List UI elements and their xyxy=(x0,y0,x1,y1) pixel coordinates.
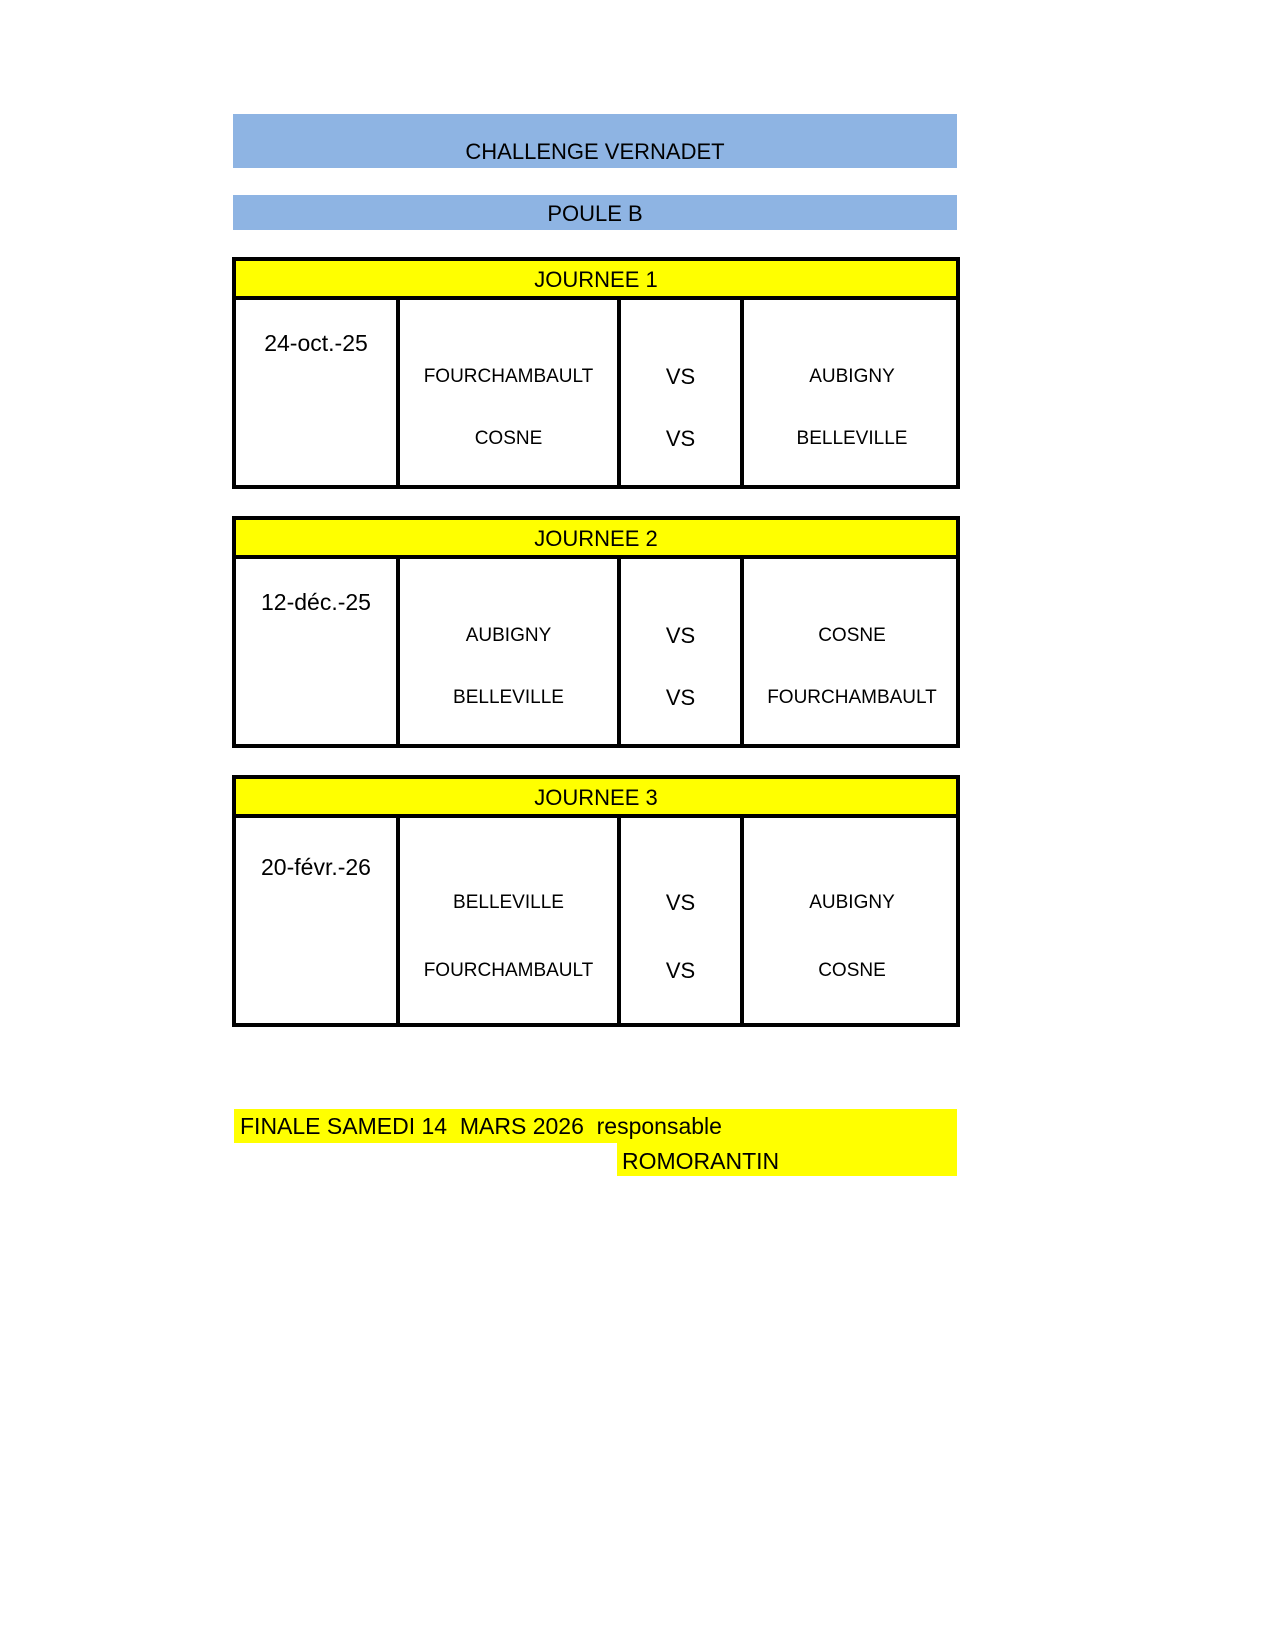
away-team-column xyxy=(740,300,960,489)
vs-column xyxy=(617,559,740,748)
journee-1-table xyxy=(232,257,960,489)
date-column xyxy=(236,818,396,1027)
match-2-home-team: FOURCHAMBAULT xyxy=(423,960,594,981)
vs-column xyxy=(617,300,740,489)
home-team-column xyxy=(396,559,617,748)
match-1-vs: VS xyxy=(665,890,696,915)
match-2-away-team: BELLEVILLE xyxy=(796,428,908,449)
date-column xyxy=(236,300,396,489)
journee-2-date: 12-déc.-25 xyxy=(261,589,371,615)
match-1-home-team: AUBIGNY xyxy=(465,625,552,646)
match-1-away-team: COSNE xyxy=(818,625,886,646)
date-column xyxy=(236,559,396,748)
match-1-vs: VS xyxy=(665,364,696,389)
finale-announcement: FINALE SAMEDI 14 MARS 2026 responsable xyxy=(234,1109,957,1143)
poule-title: POULE B xyxy=(233,195,957,230)
challenge-title: CHALLENGE VERNADET xyxy=(233,114,957,168)
away-team-column xyxy=(740,818,960,1027)
journee-3-table xyxy=(232,775,960,1027)
match-2-away-team: COSNE xyxy=(818,960,886,981)
match-1-vs: VS xyxy=(665,623,696,648)
match-1-away-team: AUBIGNY xyxy=(809,892,895,913)
match-1-home-team: BELLEVILLE xyxy=(453,892,564,913)
finale-organizer: ROMORANTIN xyxy=(617,1143,957,1176)
match-2-away-team: FOURCHAMBAULT xyxy=(767,687,937,708)
journee-2-table xyxy=(232,516,960,748)
match-2-home-team: COSNE xyxy=(474,428,543,449)
match-2-home-team: BELLEVILLE xyxy=(453,687,564,708)
home-team-column xyxy=(396,818,617,1027)
vs-column xyxy=(617,818,740,1027)
match-1-away-team: AUBIGNY xyxy=(809,366,895,387)
match-2-vs: VS xyxy=(665,685,696,710)
match-2-vs: VS xyxy=(665,958,696,983)
journee-2-header: JOURNEE 2 xyxy=(236,520,956,559)
match-2-vs: VS xyxy=(665,426,696,451)
journee-3-date: 20-févr.-26 xyxy=(261,854,371,880)
home-team-column xyxy=(396,300,617,489)
journee-1-date: 24-oct.-25 xyxy=(264,330,368,356)
journee-1-header: JOURNEE 1 xyxy=(236,261,956,300)
match-1-home-team: FOURCHAMBAULT xyxy=(423,366,594,387)
away-team-column xyxy=(740,559,960,748)
journee-3-header: JOURNEE 3 xyxy=(236,779,956,818)
